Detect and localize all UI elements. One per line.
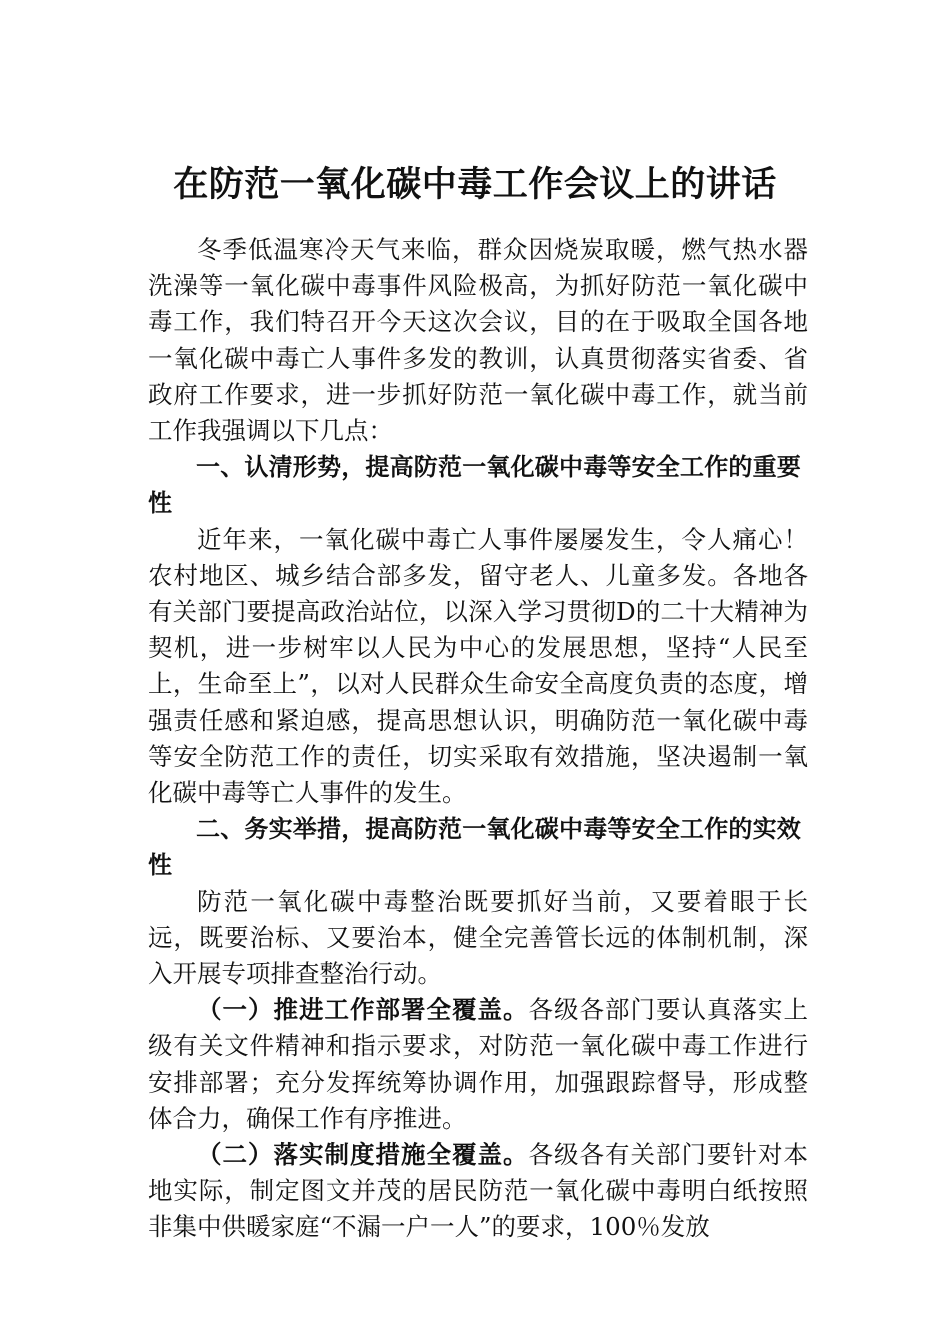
section-2-item-1 [148,992,808,1137]
section-2-heading: 二、务实举措，提高防范一氧化碳中毒等安全工作的实效性 [148,815,801,880]
section-2-paragraph: 防范一氧化碳中毒整治既要抓好当前，又要着眼于长远，既要治标、又要治本，健全完善管长远的体制机制，深入开展专项排查整治行动。 [148,886,808,989]
item-2-lead: （二）落实制度措施全覆盖。 [197,1140,529,1170]
section-1-paragraph: 近年来，一氧化碳中毒亡人事件屡屡发生，令人痛心！农村地区、城乡结合部多发，留守老人、儿童多发。各地各有关部门要提高政治站位，以深入学习贯彻D的二十大精神为契机，进一步树牢以人民为中心的发展思想，坚持“人民至上，生命至上”，以对人民群众生命安全高度负责的态度，增强责任感和紧迫感，提高思想认识，明确防范一氧化碳中毒等安全防范工作的责任，切实采取有效措施，坚决遏制一氧化碳中毒等亡人事件的发生。 [148,524,808,808]
section-2-item-2 [148,1137,808,1246]
item-2-text: 各级各有关部门要针对本地实际，制定图文并茂的居民防范一氧化碳中毒明白纸按照非集中供暖家庭“不漏一户一人”的要求，100％发放 [148,1140,808,1242]
intro-paragraph: 冬季低温寒冷天气来临，群众因烧炭取暖，燃气热水器洗澡等一氧化碳中毒事件风险极高，为抓好防范一氧化碳中毒工作，我们特召开今天这次会议，目的在于吸取全国各地一氧化碳中毒亡人事件多发的教训，认真贯彻落实省委、省政府工作要求，进一步抓好防范一氧化碳中毒工作，就当前工作我强调以下几点： [148,235,808,446]
item-1-lead: （一）推进工作部署全覆盖。 [197,995,529,1025]
item-1-text: 各级各部门要认真落实上级有关文件精神和指示要求，对防范一氧化碳中毒工作进行安排部署；充分发挥统筹协调作用，加强跟踪督导，形成整体合力，确保工作有序推进。 [148,995,808,1133]
section-1-heading: 一、认清形势，提高防范一氧化碳中毒等安全工作的重要性 [148,453,801,518]
document-title: 在防范一氧化碳中毒工作会议上的讲话 [173,164,777,205]
document-body [148,232,808,1246]
